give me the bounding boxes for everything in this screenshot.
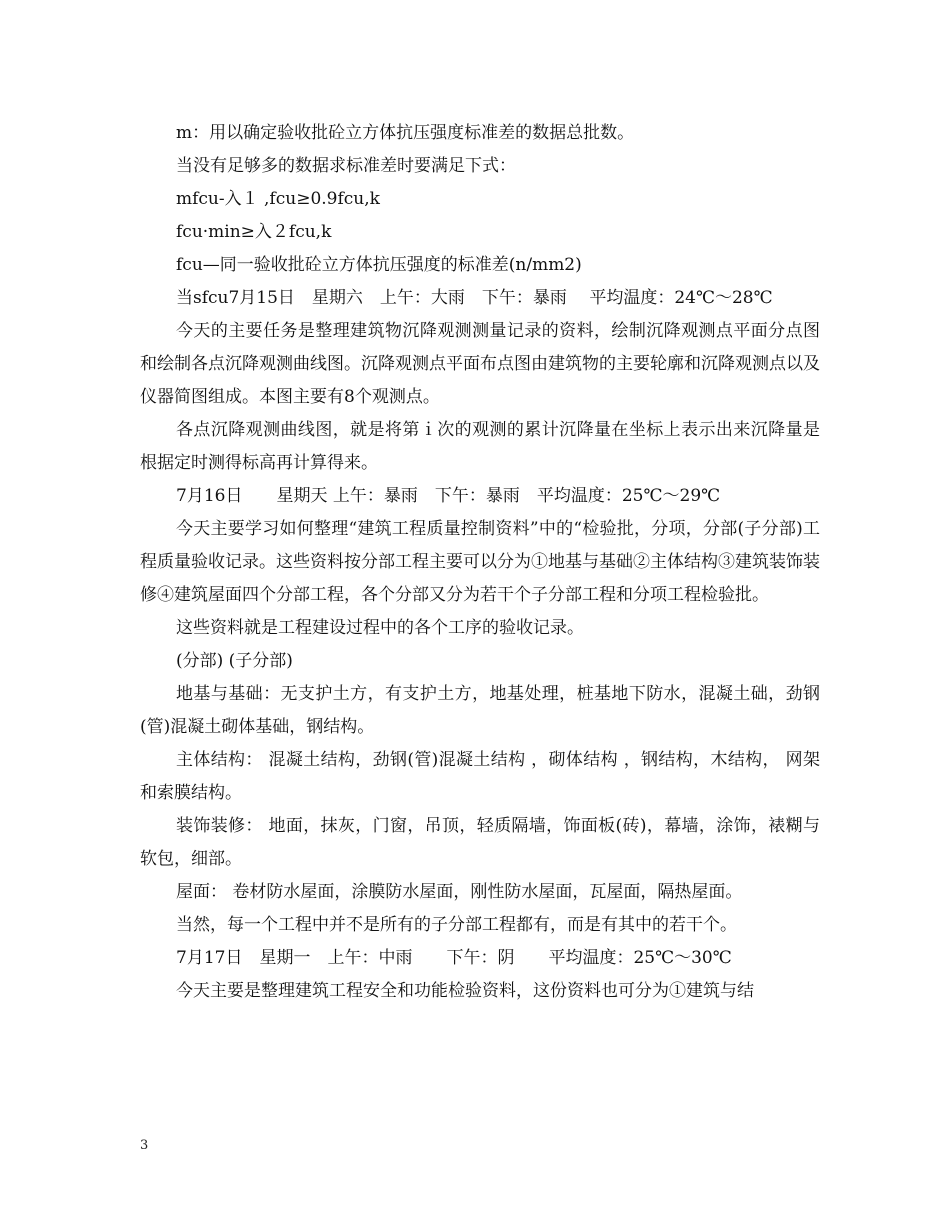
- paragraph-formula-2: fcu·min≥入２fcu,k: [176, 222, 332, 242]
- paragraph-foundation: 地基与基础：无支护土方，有支护土方，地基处理，桩基地下防水，混凝土础，劲钢(管)混凝土砌体基础，钢结构。: [140, 684, 820, 737]
- paragraph-date-july-15: 当sfcu7月15日 星期六 上午：大雨 下午：暴雨 平均温度：24℃～28℃: [176, 288, 773, 308]
- paragraph-formula-intro: 当没有足够多的数据求标准差时要满足下式：: [176, 156, 516, 176]
- paragraph-safety-function: 今天主要是整理建筑工程安全和功能检验资料，这份资料也可分为①建筑与结: [176, 981, 754, 1001]
- paragraph-decoration: 装饰装修： 地面，抹灰，门窗，吊顶，轻质隔墙，饰面板(砖)，幕墙，涂饰，裱糊与软包，细部。: [140, 816, 820, 869]
- paragraph-fcu-definition: fcu—同一验收批砼立方体抗压强度的标准差(n/mm2): [176, 255, 582, 275]
- paragraph-note: 当然，每一个工程中并不是所有的子分部工程都有，而是有其中的若干个。: [176, 915, 737, 935]
- paragraph-settlement-task: 今天的主要任务是整理建筑物沉降观测测量记录的资料，绘制沉降观测点平面分点图和绘制各点沉降观测曲线图。沉降观测点平面布点图由建筑物的主要轮廓和沉降观测点以及仪器简图组成。本图主要有8个观测点。: [140, 321, 820, 407]
- paragraph-settlement-curve: 各点沉降观测曲线图，就是将第ｉ次的观测的累计沉降量在坐标上表示出来沉降量是根据定时测得标高再计算得来。: [140, 420, 820, 473]
- paragraph-date-july-17: 7月17日 星期一 上午：中雨 下午：阴 平均温度：25℃～30℃: [176, 948, 732, 968]
- paragraph-main-structure: 主体结构： 混凝土结构，劲钢(管)混凝土结构 ，砌体结构 ，钢结构，木结构， 网架和索膜结构。: [140, 750, 820, 803]
- paragraph-roofing: 屋面： 卷材防水屋面，涂膜防水屋面，刚性防水屋面，瓦屋面，隔热屋面。: [176, 882, 743, 902]
- document-body: [140, 117, 820, 1008]
- page-number: 3: [140, 1138, 149, 1153]
- paragraph-acceptance-records: 这些资料就是工程建设过程中的各个工序的验收记录。: [176, 618, 584, 638]
- paragraph-m-definition: m：用以确定验收批砼立方体抗压强度标准差的数据总批数。: [176, 123, 635, 143]
- paragraph-formula-1: mfcu-入１ ,fcu≥0.9fcu,k: [176, 189, 380, 209]
- paragraph-quality-records: 今天主要学习如何整理“建筑工程质量控制资料”中的“检验批，分项，分部(子分部)工程质量验收记录。这些资料按分部工程主要可以分为①地基与基础②主体结构③建筑装饰装修④建筑屋面四个分部工程，各个分部又分为若干个子分部工程和分项工程检验批。: [140, 519, 820, 605]
- paragraph-date-july-16: 7月16日 星期天 上午：暴雨 下午：暴雨 平均温度：25℃～29℃: [176, 486, 721, 506]
- paragraph-subdivision-header: (分部) (子分部): [176, 651, 293, 671]
